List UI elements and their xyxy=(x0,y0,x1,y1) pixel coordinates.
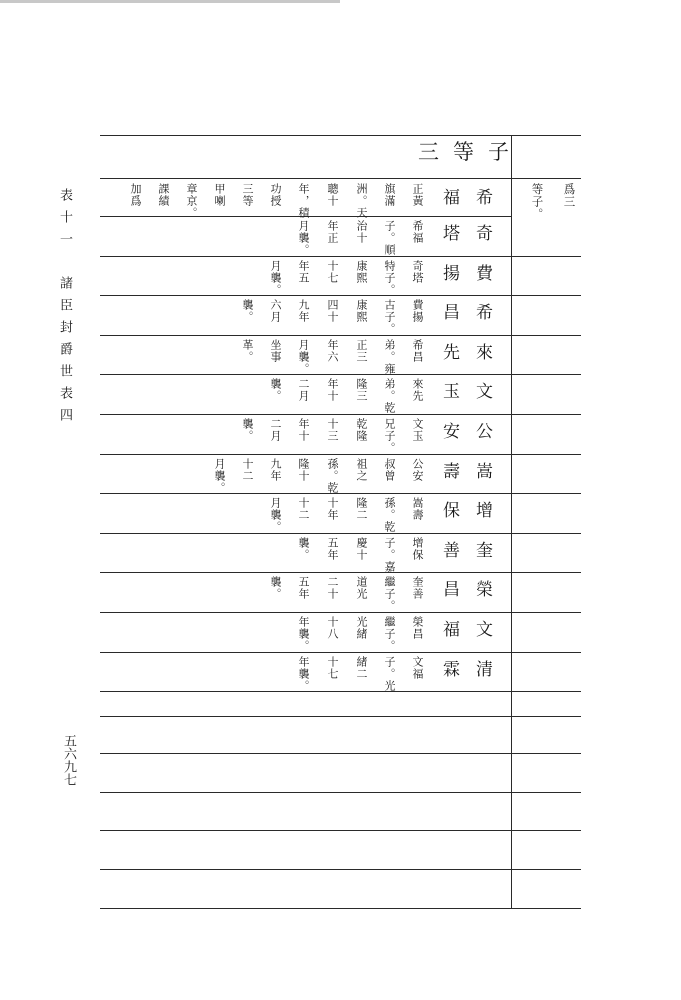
row-cell: 年十 xyxy=(297,418,310,442)
row-cell: 緒二 xyxy=(355,656,368,680)
header-cell: 功授 xyxy=(269,183,282,207)
row-rule xyxy=(100,691,581,692)
row-cell: 弟。雍 xyxy=(383,339,396,375)
row-cell: 月襲。 xyxy=(213,458,226,494)
row-cell: 十七 xyxy=(326,260,339,284)
row-rule xyxy=(100,454,581,455)
row-rule xyxy=(100,612,581,613)
row-cell: 十三 xyxy=(326,418,339,442)
header-cell: 旗滿 xyxy=(383,183,396,207)
lineage-glyph: 費 xyxy=(472,264,492,281)
row-cell: 文福 xyxy=(411,656,424,680)
lineage-glyph: 福 xyxy=(439,188,459,205)
row-cell: 康熙 xyxy=(355,299,368,323)
row-cell: 文玉 xyxy=(411,418,424,442)
row-cell: 月襲。 xyxy=(297,339,310,375)
row-cell: 希福 xyxy=(411,220,424,244)
row-cell: 道光 xyxy=(355,576,368,600)
row-cell: 年五 xyxy=(297,260,310,284)
row-cell: 慶十 xyxy=(355,537,368,561)
row-cell: 子。嘉 xyxy=(383,537,396,573)
row-cell: 革。 xyxy=(241,339,254,363)
row-cell: 隆三 xyxy=(355,378,368,402)
lineage-glyph: 先 xyxy=(439,343,459,360)
lineage-glyph: 昌 xyxy=(439,580,459,597)
section-title: 三等子 xyxy=(418,140,523,164)
row-cell: 五年 xyxy=(326,537,339,561)
row-cell: 奎善 xyxy=(411,576,424,600)
row-cell: 孫。乾 xyxy=(326,458,339,494)
row-cell: 古子。 xyxy=(383,299,396,335)
row-cell: 子。順 xyxy=(383,220,396,256)
row-cell: 十二 xyxy=(241,458,254,482)
row-cell: 襲。 xyxy=(241,418,254,442)
lineage-glyph: 公 xyxy=(472,422,492,439)
row-rule xyxy=(100,414,581,415)
row-cell: 月襲。 xyxy=(269,497,282,533)
lineage-glyph: 奎 xyxy=(472,541,492,558)
header-cell: 課績 xyxy=(157,183,170,207)
row-cell: 襲。 xyxy=(297,537,310,561)
lineage-glyph: 霖 xyxy=(439,660,459,677)
lineage-glyph: 嵩 xyxy=(472,462,492,479)
row-cell: 十年 xyxy=(326,497,339,521)
row-cell: 治十 xyxy=(355,220,368,244)
side-title: 表十一 諸臣封爵世表四 xyxy=(57,188,72,430)
lineage-glyph: 榮 xyxy=(472,580,492,597)
row-cell: 六月 xyxy=(269,299,282,323)
row-cell: 正三 xyxy=(355,339,368,363)
row-cell: 奇塔 xyxy=(411,260,424,284)
row-rule xyxy=(100,652,581,653)
lineage-glyph: 塔 xyxy=(439,224,459,241)
scan-edge xyxy=(0,0,340,3)
row-cell: 隆十 xyxy=(297,458,310,482)
row-cell: 費揚 xyxy=(411,299,424,323)
row-cell: 子。光 xyxy=(383,656,396,692)
header-cell: 年，積 xyxy=(297,183,310,219)
row-cell: 四十 xyxy=(326,299,339,323)
row-cell: 二十 xyxy=(326,576,339,600)
header-cell: 聰十 xyxy=(326,183,339,207)
lineage-glyph: 希 xyxy=(472,303,492,320)
row-rule xyxy=(100,572,581,573)
row-cell: 襲。 xyxy=(269,378,282,402)
row-cell: 希昌 xyxy=(411,339,424,363)
right-column-line-1: 爲三 xyxy=(562,183,577,208)
row-rule xyxy=(100,792,581,793)
lineage-glyph: 善 xyxy=(439,541,459,558)
row-cell: 九年 xyxy=(269,458,282,482)
row-cell: 公安 xyxy=(411,458,424,482)
row-cell: 二月 xyxy=(297,378,310,402)
row-cell: 二月 xyxy=(269,418,282,442)
row-cell: 年襲。 xyxy=(297,656,310,692)
lineage-glyph: 文 xyxy=(472,620,492,637)
row-cell: 榮昌 xyxy=(411,616,424,640)
row-cell: 孫。乾 xyxy=(383,497,396,533)
row-rule xyxy=(100,335,581,336)
row-cell: 叔曾 xyxy=(383,458,396,482)
row-cell: 十二 xyxy=(297,497,310,521)
header-cell: 甲喇 xyxy=(213,183,226,207)
lineage-glyph: 福 xyxy=(439,620,459,637)
row-cell: 繼子。 xyxy=(383,576,396,612)
row-cell: 襲。 xyxy=(269,576,282,600)
row-cell: 嵩壽 xyxy=(411,497,424,521)
row-cell: 隆二 xyxy=(355,497,368,521)
row-rule xyxy=(100,830,581,831)
row-cell: 年正 xyxy=(326,220,339,244)
row-rule xyxy=(100,716,581,717)
header-cell: 加爲 xyxy=(129,183,142,207)
lineage-glyph: 來 xyxy=(472,343,492,360)
row-cell: 光緒 xyxy=(355,616,368,640)
lineage-glyph: 壽 xyxy=(439,462,459,479)
row-rule xyxy=(100,533,581,534)
row-cell: 兄子。 xyxy=(383,418,396,454)
row-cell: 繼子。 xyxy=(383,616,396,652)
row-cell: 月襲。 xyxy=(297,220,310,256)
row-cell: 祖之 xyxy=(355,458,368,482)
row-rule xyxy=(100,256,581,257)
lineage-glyph: 文 xyxy=(472,382,492,399)
row-cell: 康熙 xyxy=(355,260,368,284)
row-cell: 五年 xyxy=(297,576,310,600)
header-cell: 章京。 xyxy=(185,183,198,219)
row-cell: 十七 xyxy=(326,656,339,680)
lineage-glyph: 清 xyxy=(472,660,492,677)
row-cell: 襲。 xyxy=(241,299,254,323)
right-column-line-2: 等子。 xyxy=(530,183,545,221)
lineage-glyph: 增 xyxy=(472,501,492,518)
lineage-glyph: 安 xyxy=(439,422,459,439)
lineage-glyph: 保 xyxy=(439,501,459,518)
lineage-glyph: 奇 xyxy=(472,224,492,241)
row-cell: 十八 xyxy=(326,616,339,640)
lineage-glyph: 希 xyxy=(472,188,492,205)
page-number: 五六九七 xyxy=(61,734,76,786)
row-cell: 年十 xyxy=(326,378,339,402)
row-rule xyxy=(100,869,581,870)
row-cell: 年襲。 xyxy=(297,616,310,652)
row-cell: 乾隆 xyxy=(355,418,368,442)
lineage-glyph: 昌 xyxy=(439,303,459,320)
row-rule xyxy=(100,295,581,296)
row-cell: 月襲。 xyxy=(269,260,282,296)
row-cell: 來先 xyxy=(411,378,424,402)
lineage-glyph: 玉 xyxy=(439,382,459,399)
row-cell: 坐事 xyxy=(269,339,282,363)
row-rule xyxy=(100,493,581,494)
row-cell: 增保 xyxy=(411,537,424,561)
row-rule xyxy=(100,374,581,375)
row-cell: 特子。 xyxy=(383,260,396,296)
row-cell: 弟。乾 xyxy=(383,378,396,414)
header-cell: 三等 xyxy=(241,183,254,207)
header-cell: 正黃 xyxy=(411,183,424,207)
lineage-glyph: 揚 xyxy=(439,264,459,281)
row-cell: 年六 xyxy=(326,339,339,363)
header-cell: 洲。天 xyxy=(355,183,368,219)
row-rule xyxy=(100,753,581,754)
row-cell: 九年 xyxy=(297,299,310,323)
